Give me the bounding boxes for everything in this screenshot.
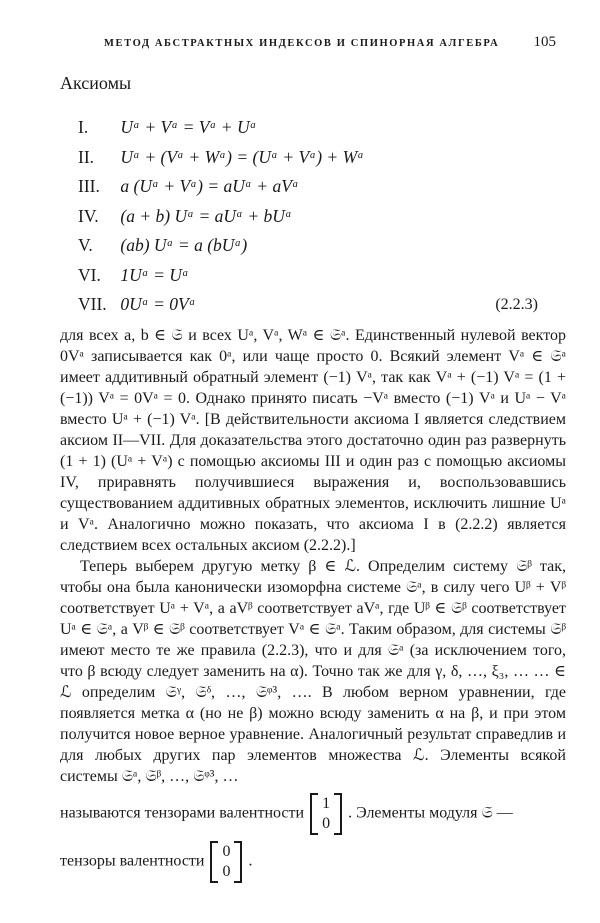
axiom-formula: a (Uᵃ + Vᵃ) = aUᵃ + aVᵃ (120, 176, 299, 196)
valence-matrix-1 (310, 793, 342, 835)
axiom-formula: (ab) Uᵃ = a (bUᵃ) (120, 235, 248, 255)
paragraph-2: Теперь выберем другую метку β ∈ ℒ. Определим систему 𝔖ᵝ так, чтобы она была канонически изоморфна системе 𝔖ᵃ, в силу чего Uᵝ + Vᵝ соответствует Uᵃ + Vᵃ, а aVᵝ соответствует aVᵃ, где Uᵝ ∈ 𝔖ᵝ соответствует Uᵃ ∈ 𝔖ᵃ, а Vᵝ ∈ 𝔖ᵝ соответствует Vᵃ ∈ 𝔖ᵃ. Таким образом, для системы 𝔖ᵝ имеют место те же правила (2.2.3), что и для 𝔖ᵃ (за исключением того, что β всюду следует заменить на α). Точно так же для γ, δ, …, ξ₃, … … ∈ ℒ определим 𝔖ᵞ, 𝔖ᵟ, …, 𝔖ᵠ³, …. В любом верном уравнении, где появляется метка α (но не β) можно всюду заменить α на β, и при этом получится новое верное уравнение. Аналогичный результат справедлив и для любых других пар элементов множества ℒ. Элементы всякой системы 𝔖ᵃ, 𝔖ᵝ, …, 𝔖ᵠ³, … (60, 558, 566, 785)
axiom-formula: Uᵃ + (Vᵃ + Wᵃ) = (Uᵃ + Vᵃ) + Wᵃ (120, 146, 365, 167)
axiom-6 (78, 261, 568, 291)
axiom-number: VII. (78, 294, 107, 314)
valence-text: тензоры валентности (60, 852, 205, 870)
axiom-2 (78, 143, 568, 173)
matrix-top: 0 (222, 843, 231, 860)
axiom-number: V. (78, 235, 93, 255)
axiom-number: I. (78, 117, 89, 137)
axiom-1 (78, 113, 568, 143)
axiom-5 (78, 231, 568, 261)
paragraph-1: для всех a, b ∈ 𝔖 и всех Uᵃ, Vᵃ, Wᵃ ∈ 𝔖ᵃ. Единственный нулевой вектор 0Vᵃ записывается как 0ᵃ, или чаще просто 0. Всякий элемент Vᵃ ∈ 𝔖ᵃ имеет аддитивный обратный элемент (−1) Vᵃ, так как Vᵃ + (−1) Vᵃ = (1 + (−1)) Vᵃ = 0Vᵃ = 0. Однако принято писать −Vᵃ вместо (−1) Vᵃ и Uᵃ − Vᵃ вместо Uᵃ + (−1) Vᵃ. [В действительности аксиома I является следствием аксиом II—VII. Для доказательства этого достаточно один раз развернуть (1 + 1) (Uᵃ + Vᵃ) с помощью аксиомы III и один раз с помощью аксиомы IV, приравнять получившиеся выражения и, воспользовавшись существованием аддитивных обратных элементов, исключить лишние Uᵃ и Vᵃ. Аналогично можно показать, что аксиома I в (2.2.2) является следствием всех остальных аксиом (2.2.2).] (60, 327, 566, 554)
matrix-bottom: 0 (222, 863, 231, 880)
right-bracket (234, 841, 242, 883)
axiom-formula: 1Uᵃ = Uᵃ (120, 264, 189, 285)
axiom-number: II. (78, 146, 95, 167)
axiom-number: III. (78, 176, 100, 196)
axiom-formula: 0Uᵃ = 0Vᵃ (120, 294, 196, 314)
page-number: 105 (533, 34, 556, 50)
right-bracket (334, 793, 342, 835)
valence-text: называются тензорами валентности (60, 804, 305, 822)
axiom-formula: (a + b) Uᵃ = aUᵃ + bUᵃ (120, 205, 292, 226)
running-title: МЕТОД АБСТРАКТНЫХ ИНДЕКСОВ И СПИНОРНАЯ АЛГЕБРА (104, 38, 500, 49)
left-bracket (210, 841, 218, 883)
left-bracket (310, 793, 318, 835)
axiom-formula: Uᵃ + Vᵃ = Vᵃ + Uᵃ (120, 117, 257, 137)
matrix-bottom: 0 (322, 815, 331, 832)
valence-text: . Элементы модуля 𝔖 — (348, 804, 513, 822)
section-title: Аксиомы (60, 73, 132, 93)
matrix-top: 1 (322, 795, 331, 812)
axiom-3 (78, 172, 568, 202)
valence-matrix-2 (210, 841, 242, 883)
axiom-number: VI. (78, 264, 101, 285)
axiom-4 (78, 202, 568, 232)
valence-line-2 (60, 841, 566, 883)
valence-text: . (248, 852, 253, 870)
axiom-number: IV. (78, 205, 99, 226)
matrix-cells (218, 841, 234, 883)
axiom-7 (78, 290, 568, 320)
axiom-list (78, 113, 568, 320)
valence-line-1 (60, 793, 566, 835)
page-header (64, 20, 560, 50)
body-text (60, 325, 566, 883)
matrix-cells (318, 793, 334, 835)
equation-number: (2.2.3) (495, 296, 538, 313)
